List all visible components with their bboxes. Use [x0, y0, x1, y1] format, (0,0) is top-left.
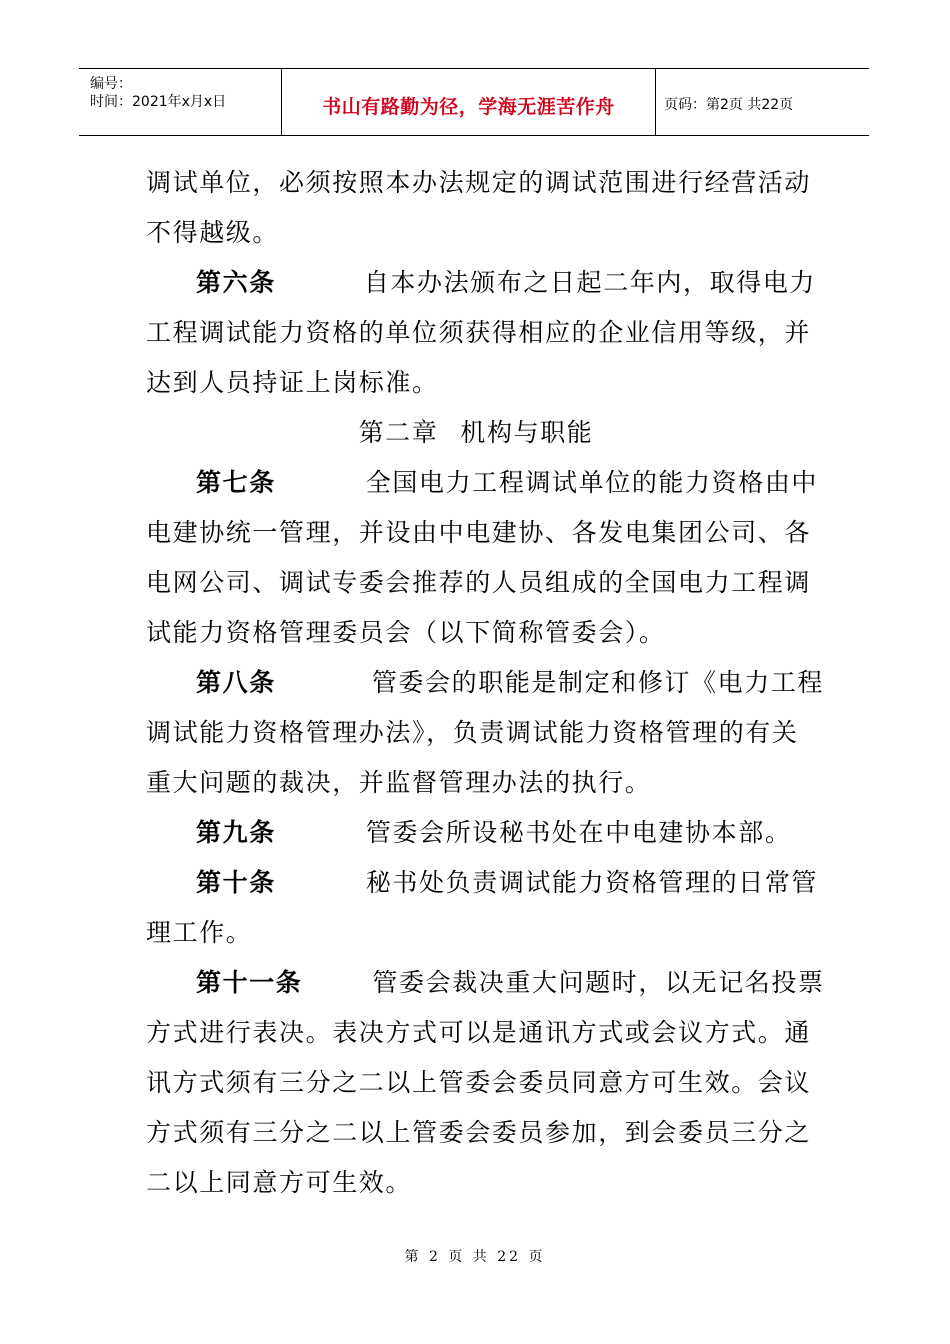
- header-page-code-cell: [656, 69, 869, 135]
- article-title: 第六条: [196, 268, 276, 297]
- document-number-label: 编号：: [90, 76, 132, 92]
- document-time-label: 时间：2021年x月x日: [90, 94, 227, 110]
- body-line: 调试单位，必须按照本办法规定的调试范围进行经营活动: [146, 168, 812, 197]
- article-text: 管委会裁决重大问题时，以无记名投票: [372, 968, 825, 997]
- article-title: 第九条: [196, 818, 276, 847]
- header-meta-cell: [79, 69, 282, 135]
- article-text: 管委会所设秘书处在中电建协本部。: [365, 818, 792, 847]
- page-header: [79, 68, 869, 136]
- chapter-title: 机构与职能: [460, 418, 594, 447]
- chapter-number: 第二章: [358, 418, 439, 447]
- header-motto: 书山有路勤为径，学海无涯苦作舟: [322, 95, 615, 118]
- article-title: 第七条: [196, 468, 276, 497]
- article-6: [146, 258, 817, 308]
- article-11: [146, 958, 825, 1008]
- document-body: [146, 158, 825, 1208]
- body-line: 电建协统一管理，并设由中电建协、各发电集团公司、各: [146, 518, 812, 547]
- body-line: 试能力资格管理委员会（以下简称管委会）。: [146, 618, 666, 647]
- page-footer: 第 2 页 共 22 页: [404, 1249, 546, 1265]
- body-line: 达到人员持证上岗标准。: [146, 368, 439, 397]
- body-line: 二以上同意方可生效。: [146, 1168, 413, 1197]
- body-line: 方式须有三分之二以上管委会委员参加，到会委员三分之: [146, 1118, 812, 1147]
- article-title: 第十条: [196, 868, 276, 897]
- body-line: 调试能力资格管理办法》，负责调试能力资格管理的有关: [146, 718, 799, 747]
- body-line: 理工作。: [146, 918, 253, 947]
- header-page-code: 页码：第2页 共22页: [664, 97, 794, 113]
- body-line: 重大问题的裁决，并监督管理办法的执行。: [146, 768, 652, 797]
- article-8: [146, 658, 825, 708]
- article-7: [146, 458, 819, 508]
- article-text: 全国电力工程调试单位的能力资格由中: [365, 468, 819, 497]
- body-line: 方式进行表决。表决方式可以是通讯方式或会议方式。通: [146, 1018, 812, 1047]
- body-line: 不得越级。: [146, 218, 280, 247]
- header-motto-cell: [282, 69, 656, 135]
- article-text: 秘书处负责调试能力资格管理的日常管: [365, 868, 819, 897]
- body-line: 电网公司、调试专委会推荐的人员组成的全国电力工程调: [146, 568, 812, 597]
- article-10: [146, 858, 819, 908]
- article-title: 第十一条: [196, 968, 303, 997]
- article-9: [146, 808, 806, 858]
- article-title: 第八条: [196, 668, 276, 697]
- article-text: 自本办法颁布之日起二年内，取得电力: [363, 268, 817, 297]
- article-text: 管委会的职能是制定和修订《电力工程: [371, 668, 825, 697]
- body-line: 讯方式须有三分之二以上管委会委员同意方可生效。会议: [146, 1068, 812, 1097]
- chapter-heading: [146, 408, 806, 458]
- body-line: 工程调试能力资格的单位须获得相应的企业信用等级，并: [146, 318, 812, 347]
